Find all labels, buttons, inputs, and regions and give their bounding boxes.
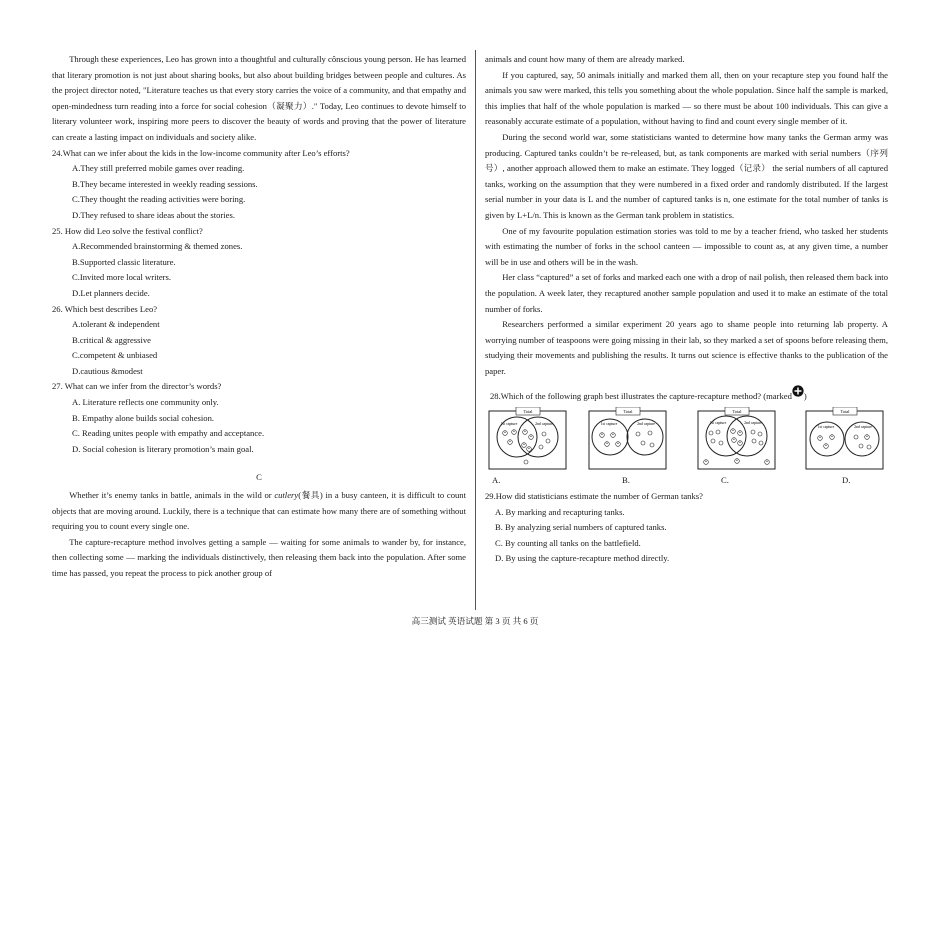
passage-c-paragraph-3: If you captured, say, 50 animals initially and marked them all, then on your recapture step you found half the animals you saw were marked, this tells you something about the whole population. Since half the sample is marked, this implies that half of the whole population is marked — so there must be about 100 individuals. This can give a reasonably accurate estimate of a population, without having to find and count every single member of it. [485, 69, 888, 127]
svg-text:*: * [738, 440, 742, 446]
question-28-close: ) [803, 391, 807, 402]
passage-c-paragraph-2-cont: animals and count how many of them are already marked. [485, 54, 685, 64]
fig-a-marks [503, 430, 550, 464]
passage-c-paragraph-6: Her class “captured” a set of forks and marked each one with a drop of nail polish, then released them back into the population. A week later, they recaptured another sample population and used it to make an estimate of the total number of forks. [485, 272, 888, 314]
svg-text:*: * [508, 439, 512, 445]
q28-figure-row [485, 407, 888, 473]
svg-text:*: * [738, 430, 742, 436]
fig-b-first: 1st capture [600, 422, 618, 427]
svg-text:*: * [512, 429, 516, 435]
question-26 [52, 302, 466, 380]
svg-text:*: * [765, 459, 769, 465]
q24-option-b: B.They became interested in weekly reading sessions. [72, 178, 258, 189]
fig-b-second: 2nd capture [637, 422, 655, 427]
passage-c-paragraph-4: During the second world war, some statisticians wanted to determine how many tanks the German army was producing. Captured tanks couldn’t be re-released, but, as tank components are marked with serial numbers（序列号）, another approach allowed them to make an estimate. They logged（记录） the serial numbers of all captured tanks, working on the assumption that they were numbered in a fixed order and randomly distributed. If the largest serial number in your data is L and the number of captured tanks is n, one estimate for the total number of tanks is given by L+L/n. This is known as the German tank problem in statistics. [485, 131, 888, 220]
q28-figure-c [697, 407, 777, 471]
passage-c-paragraph-1 [52, 488, 466, 535]
q28-label-d: D. [842, 475, 851, 486]
q29-option-b: B. By analyzing serial numbers of captured tanks. [495, 522, 667, 533]
q24-option-a: A.They still preferred mobile games over reading. [72, 163, 245, 174]
svg-text:*: * [611, 432, 615, 438]
fig-a-first: 1st capture [500, 422, 518, 427]
svg-text:*: * [616, 441, 620, 447]
page-footer: 高三测试 英语试题 第 3 页 共 6 页 [411, 616, 539, 626]
pc1-italic-word: cutlery [274, 490, 299, 501]
q27-option-d: D. Social cohesion is literary promotion’s main goal. [72, 443, 254, 454]
left-column [52, 52, 466, 582]
svg-text:*: * [527, 446, 531, 452]
q29-option-a: A. By marking and recapturing tanks. [495, 506, 625, 517]
fig-d-total: Total [840, 409, 850, 415]
pc1-post: (餐具) in a busy canteen, it is difficult to count objects that are moving around. Luckily, there is a technique that can estimate how many there are of something without requiring you to count every single one. [52, 490, 466, 532]
fig-c-total: Total [732, 409, 742, 415]
svg-text:*: * [732, 437, 736, 443]
column-divider [475, 50, 476, 610]
q28-figure-d [805, 407, 885, 471]
q26-option-c: C.competent & unbiased [72, 350, 158, 361]
q28-figure-b [588, 407, 668, 471]
q26-option-b: B.critical & aggressive [72, 334, 151, 345]
q24-option-c: C.They thought the reading activities were boring. [72, 194, 246, 205]
question-29 [485, 489, 888, 567]
q29-option-d: D. By using the capture-recapture method directly. [495, 553, 670, 564]
q28-figure-a [488, 407, 568, 471]
q28-label-a: A. [492, 475, 501, 486]
q28-label-b: B. [622, 475, 630, 486]
pc1-pre: Whether it’s enemy tanks in battle, animals in the wild or [69, 490, 275, 501]
marked-symbol-icon [792, 385, 804, 397]
q25-option-b: B.Supported classic literature. [72, 256, 176, 267]
question-24-text: 24.What can we infer about the kids in the low-income community after Leo’s efforts? [52, 147, 350, 158]
q25-option-d: D.Let planners decide. [72, 287, 150, 298]
svg-text:*: * [522, 442, 526, 448]
svg-text:*: * [704, 459, 708, 465]
fig-a-total: Total [523, 409, 533, 415]
question-29-text: 29.How did statisticians estimate the number of German tanks? [485, 491, 703, 502]
svg-text:*: * [503, 430, 507, 436]
fig-d-second: 2nd capture [854, 425, 872, 430]
fig-d-first: 1st capture [817, 425, 835, 430]
question-27-text: 27. What can we infer from the director’s words? [52, 381, 222, 392]
svg-text:*: * [529, 434, 533, 440]
passage-c-paragraph-5: One of my favourite population estimation stories was told to me by a teacher friend, who tasked her students with estimating the number of forks in the school canteen — impossible to count as, at any given time, a number will be in use and others will be in the wash. [485, 225, 888, 267]
q27-option-a: A. Literature reflects one community only. [72, 397, 219, 408]
svg-text:*: * [735, 458, 739, 464]
svg-text:*: * [830, 434, 834, 440]
svg-text:*: * [600, 432, 604, 438]
svg-text:*: * [865, 434, 869, 440]
question-25 [52, 224, 466, 302]
fig-b-total: Total [623, 409, 633, 415]
passage-b-conclusion: Through these experiences, Leo has grown into a thoughtful and culturally cônscious young person. He has learned that literary promotion is not just about sharing books, but also about building bridges between people and cultures. As the project director noted, "Literature teaches us that every story carries the voice of a community, and that empathy and open-mindedness turn reading into a force for social cohesion（凝聚力）." Today, Leo continues to devote himself to literary volunteer work, inspiring more peers to discover the beauty of words and proving that the power of literature can create a lasting impact on individuals and society alike. [52, 54, 466, 142]
question-28-stem: 28.Which of the following graph best illustrates the capture-recapture method? (marked [490, 391, 792, 402]
q27-option-c: C. Reading unites people with empathy and acceptance. [72, 428, 265, 439]
question-26-text: 26. Which best describes Leo? [52, 303, 158, 314]
question-25-text: 25. How did Leo solve the festival conflict? [52, 225, 203, 236]
question-28 [485, 385, 888, 489]
q24-option-d: D.They refused to share ideas about the stories. [72, 209, 235, 220]
fig-c-marks [704, 429, 770, 465]
q26-option-a: A.tolerant & independent [72, 319, 160, 330]
svg-text:*: * [523, 429, 527, 435]
q27-option-b: B. Empathy alone builds social cohesion. [72, 412, 215, 423]
question-24 [52, 146, 466, 224]
q26-option-d: D.cautious &modest [72, 365, 143, 376]
right-column [485, 52, 888, 567]
svg-text:*: * [818, 435, 822, 441]
passage-c-paragraph-7: Researchers performed a similar experiment 20 years ago to shame people into returning lab property. A worrying number of teaspoons were going missing in their lab, so they marked a set of spoons before releasing them, studying their movements and publishing the results. It turns out science is effective thanks to the publication of the paper. [485, 319, 888, 376]
q25-option-c: C.Invited more local writers. [72, 272, 172, 283]
q25-option-a: A.Recommended brainstorming & themed zones. [72, 241, 243, 252]
q28-label-c: C. [721, 475, 729, 486]
fig-c-first: 1st capture [709, 421, 727, 426]
svg-text:*: * [731, 428, 735, 434]
question-27 [52, 379, 466, 457]
fig-a-second: 2nd capture [535, 422, 553, 427]
q28-figure-labels [485, 473, 888, 489]
svg-text:*: * [605, 441, 609, 447]
question-28-text [485, 385, 888, 405]
q29-option-c: C. By counting all tanks on the battlefield. [495, 537, 641, 548]
section-c-heading: C [256, 472, 262, 483]
passage-c-paragraph-2: The capture-recapture method involves getting a sample — waiting for some animals to wander by, for instance, then collecting some — marking the individuals distinctively, then releasing them back into the population. After some time has passed, you repeat the process to pick another group of [52, 536, 466, 578]
fig-c-second: 2nd capture [744, 421, 762, 426]
svg-text:*: * [824, 443, 828, 449]
